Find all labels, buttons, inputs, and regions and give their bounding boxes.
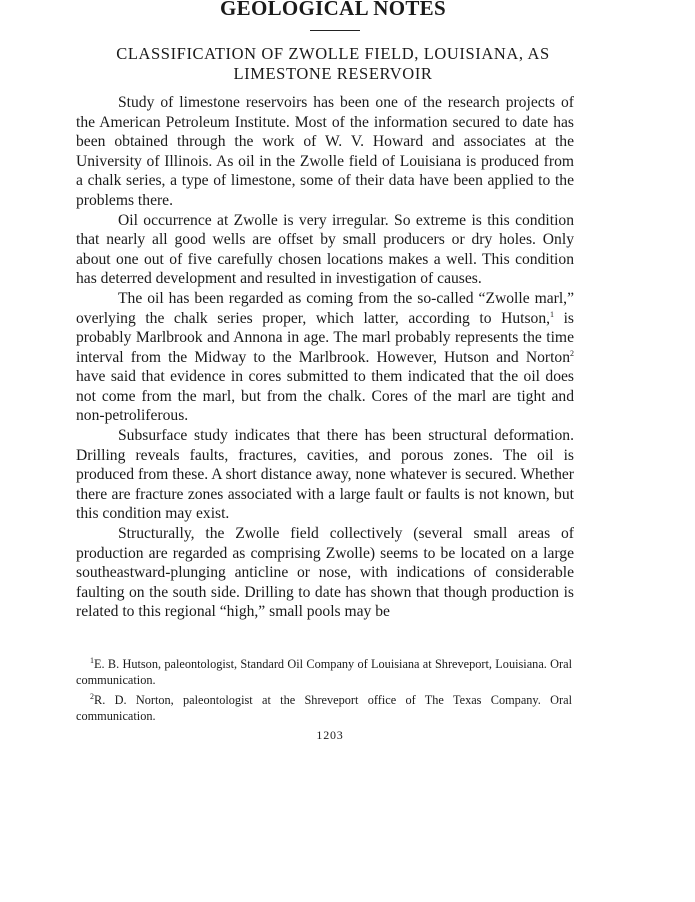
footnote-1 — [76, 656, 572, 688]
paragraph-3-part-c: have said that evidence in cores submitted to them indicated that the oil does not come from the marl, but from the chalk. Cores of the marl are tight and non-petroliferous. — [76, 368, 574, 424]
article-title-line-2: LIMESTONE RESERVOIR — [233, 64, 433, 83]
paragraph-2: Oil occurrence at Zwolle is very irregular. So extreme is this condition that nearly all good wells are offset by small producers or dry holes. Only about one out of five carefully chosen locations makes a well. This condition has deterred development and resulted in investigation of causes. — [76, 211, 574, 287]
paragraph-1: Study of limestone reservoirs has been one of the research projects of the American Petroleum Institute. Most of the information secured to date has been obtained through the work of W. V. Howard and associates at the University of Illinois. As oil in the Zwolle field of Louisiana is produced from a chalk series, a type of limestone, some of their data have been applied to the problems there. — [76, 94, 574, 209]
footnote-1-text: E. B. Hutson, paleontologist, Standard Oil Company of Louisiana at Shreveport, Louisiana. Oral communication. — [76, 657, 572, 687]
heading-rule — [310, 30, 360, 31]
footnote-ref-1: 1 — [550, 309, 555, 319]
footnotes — [76, 656, 572, 728]
paragraph-3-part-a: The oil has been regarded as coming from the so-called “Zwolle marl,” overlying the chalk series proper, which latter, according to Hutson, — [76, 290, 574, 327]
footnote-1-marker: 1 — [90, 655, 94, 665]
paragraph-4: Subsurface study indicates that there has been structural deformation. Drilling reveals faults, fractures, cavities, and porous zones. The oil is produced from these. A short distance away, none whatever is secured. Whether there are fracture zones associated with a large fault or faults is not known, but this condition may exist. — [76, 427, 574, 522]
paragraph-3-part-b: is probably Marlbrook and Annona in age. The marl probably represents the time interval from the Midway to the Marlbrook. However, Hutson and Norton — [76, 309, 574, 366]
article-title-line-1: CLASSIFICATION OF ZWOLLE FIELD, LOUISIANA, AS — [116, 44, 550, 63]
footnote-2-marker: 2 — [90, 691, 94, 701]
article-title — [100, 44, 566, 84]
paragraph-3 — [76, 289, 574, 426]
section-heading: GEOLOGICAL NOTES — [220, 0, 446, 20]
footnote-ref-2: 2 — [570, 348, 574, 358]
article-body — [76, 93, 574, 622]
footnote-2 — [76, 692, 572, 724]
page-number: 1203 — [316, 728, 344, 742]
footnote-2-text: R. D. Norton, paleontologist at the Shreveport office of The Texas Company. Oral communication. — [76, 693, 572, 723]
paragraph-5: Structurally, the Zwolle field collectively (several small areas of production are regarded as comprising Zwolle) seems to be located on a large southeastward-plunging anticline or nose, with indications of considerable faulting on the south side. Drilling to date has shown that though production is related to this regional “high,” small pools may be — [76, 525, 574, 620]
